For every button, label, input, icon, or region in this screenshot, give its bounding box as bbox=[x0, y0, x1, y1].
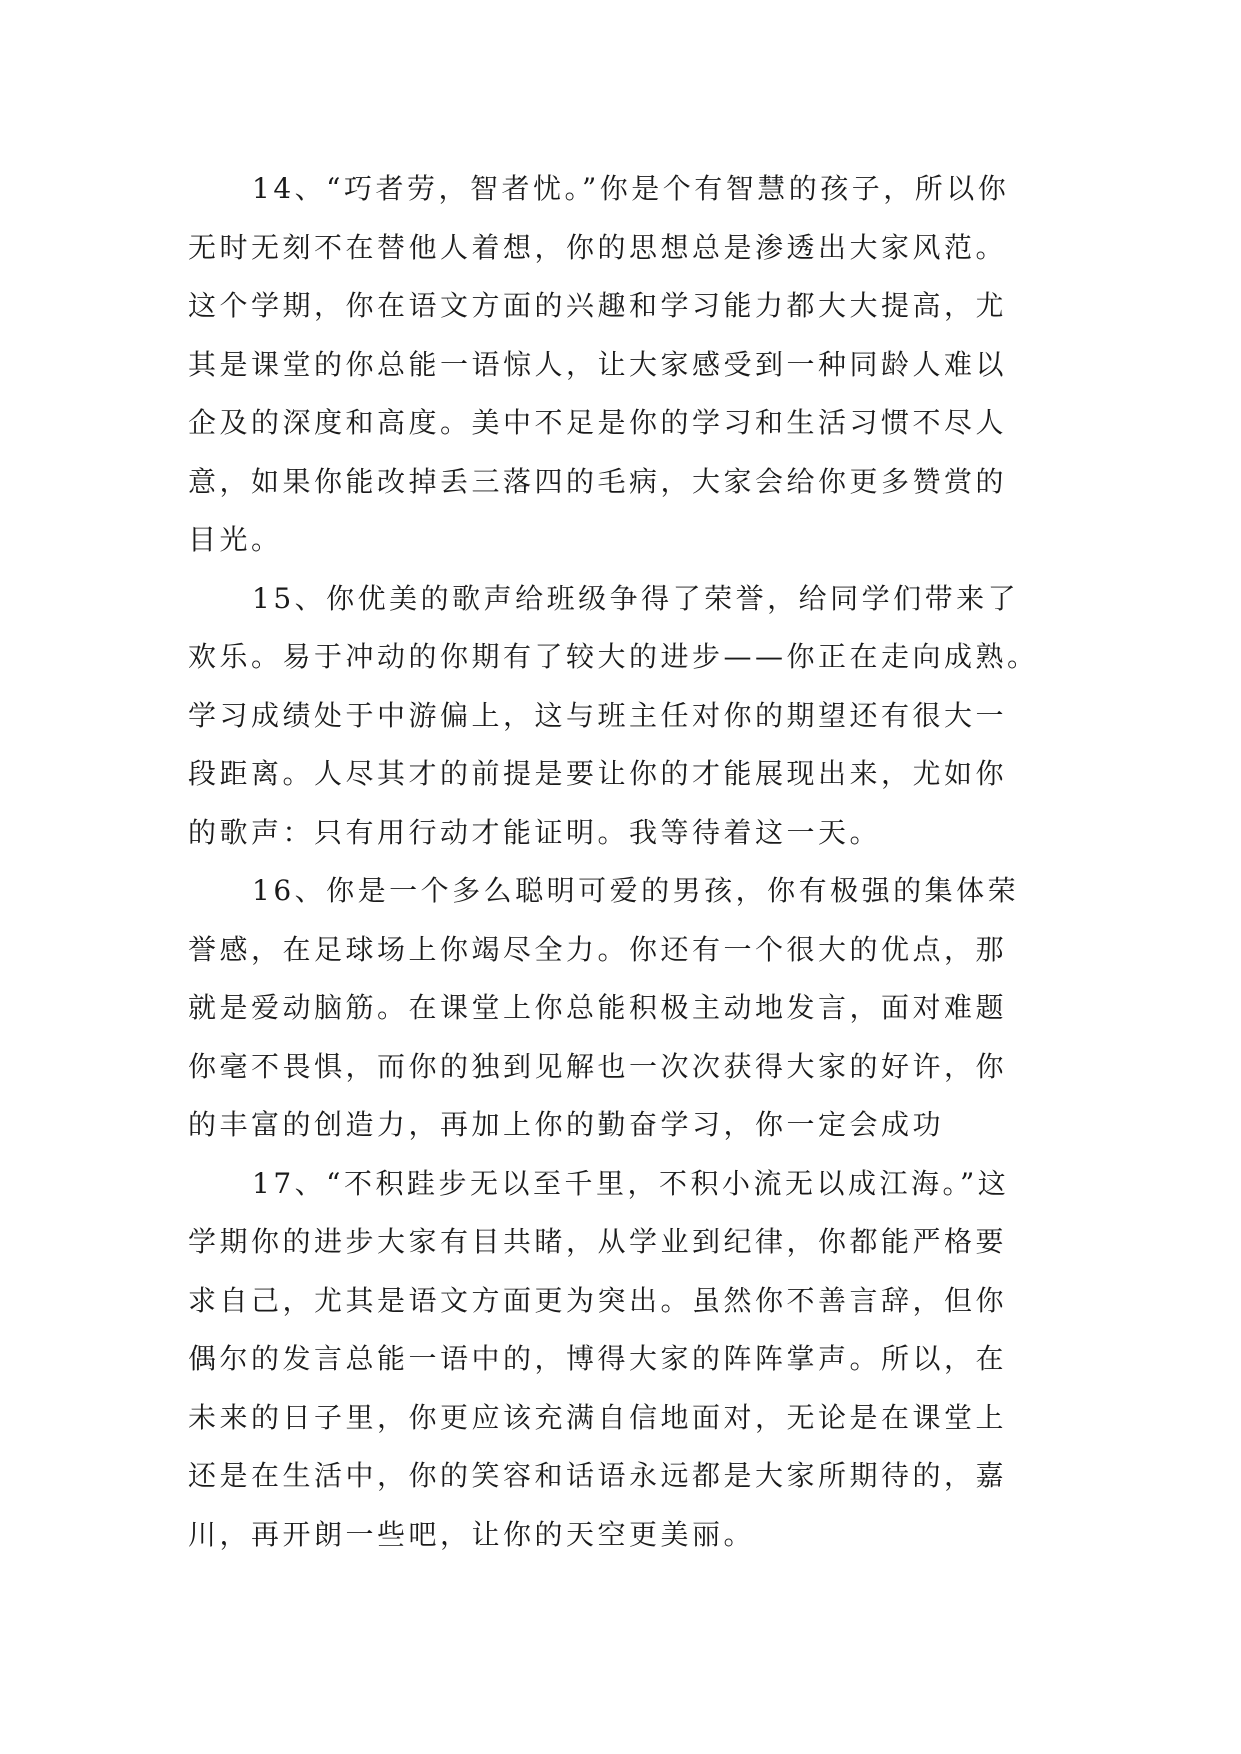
text-line: 意，如果你能改掉丢三落四的毛病，大家会给你更多赞赏的 bbox=[188, 464, 1008, 498]
text-line: 的歌声：只有用行动才能证明。我等待着这一天。 bbox=[188, 815, 882, 849]
text-line: 目光。 bbox=[188, 523, 283, 556]
text-line: 15、你优美的歌声给班级争得了荣誉，给同学们带来了 bbox=[252, 581, 1020, 615]
text-line: 你毫不畏惧，而你的独到见解也一次次获得大家的好许，你 bbox=[188, 1049, 1008, 1083]
paragraph-14 bbox=[188, 160, 1068, 570]
text-line: 未来的日子里，你更应该充满自信地面对，无论是在课堂上 bbox=[188, 1400, 1008, 1434]
text-line: 无时无刻不在替他人着想，你的思想总是渗透出大家风范。 bbox=[188, 230, 1008, 264]
text-line: 17、“不积跬步无以至千里，不积小流无以成江海。”这 bbox=[252, 1166, 1010, 1200]
text-line: 学习成绩处于中游偏上，这与班主任对你的期望还有很大一 bbox=[188, 698, 1008, 732]
text-line: 求自己，尤其是语文方面更为突出。虽然你不善言辞，但你 bbox=[188, 1283, 1008, 1317]
document-body bbox=[188, 160, 1068, 1564]
text-line: 这个学期，你在语文方面的兴趣和学习能力都大大提高，尤 bbox=[188, 289, 1008, 322]
text-line: 偶尔的发言总能一语中的，博得大家的阵阵掌声。所以，在 bbox=[188, 1342, 1008, 1375]
text-line: 就是爱动脑筋。在课堂上你总能积极主动地发言，面对难题 bbox=[188, 991, 1008, 1024]
text-line: 其是课堂的你总能一语惊人，让大家感受到一种同龄人难以 bbox=[188, 347, 1008, 381]
text-line: 川，再开朗一些吧，让你的天空更美丽。 bbox=[188, 1517, 756, 1551]
text-line: 还是在生活中，你的笑容和话语永远都是大家所期待的，嘉 bbox=[188, 1459, 1008, 1492]
text-line: 企及的深度和高度。美中不足是你的学习和生活习惯不尽人 bbox=[188, 406, 1008, 439]
text-line: 14、“巧者劳，智者忧。”你是个有智慧的孩子，所以你 bbox=[252, 172, 1010, 205]
text-line: 16、你是一个多么聪明可爱的男孩，你有极强的集体荣 bbox=[252, 874, 1020, 907]
text-line: 的丰富的创造力，再加上你的勤奋学习，你一定会成功 bbox=[188, 1108, 945, 1141]
paragraph-16 bbox=[188, 862, 1068, 1155]
text-line: 段距离。人尽其才的前提是要让你的才能展现出来，尤如你 bbox=[188, 757, 1008, 790]
text-line: 誉感，在足球场上你竭尽全力。你还有一个很大的优点，那 bbox=[188, 932, 1008, 966]
paragraph-15 bbox=[188, 570, 1068, 863]
text-line: 学期你的进步大家有目共睹，从学业到纪律，你都能严格要 bbox=[188, 1225, 1008, 1258]
paragraph-17 bbox=[188, 1155, 1068, 1565]
text-line: 欢乐。易于冲动的你期有了较大的进步——你正在走向成熟。 bbox=[188, 640, 1039, 673]
